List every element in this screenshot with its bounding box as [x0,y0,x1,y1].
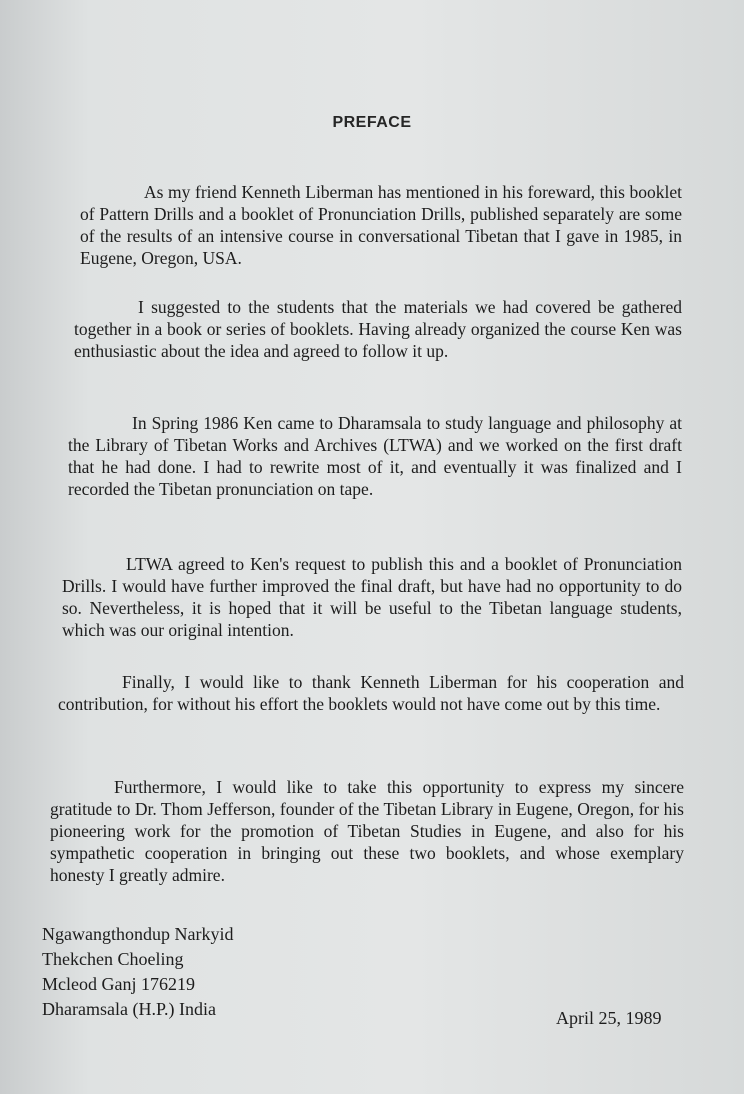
preface-date: April 25, 1989 [556,1008,662,1028]
signature-city: Dharamsala (H.P.) India [42,999,216,1019]
page-title: PREFACE [332,114,412,131]
paragraph-1: As my friend Kenneth Liberman has mentioned in his foreward, this booklet of Pattern Drills and a booklet of Pronunciation Drills, published separately are some of the results of an intensive course in conversational Tibetan that I gave in 1985, in Eugene, Oregon, USA. [80,182,682,268]
paragraph-2: I suggested to the students that the materials we had covered be gathered together in a book or series of booklets. Having already organized the course Ken was enthusiastic about the idea and agreed to follow it up. [74,297,682,361]
signature-block [42,922,233,1022]
signature-name: Ngawangthondup Narkyid [42,924,234,944]
paragraph-5: Finally, I would like to thank Kenneth Liberman for his cooperation and contribution, for without his effort the booklets would not have come out by this time. [58,672,684,714]
paragraph-6: Furthermore, I would like to take this opportunity to express my sincere gratitude to Dr. Thom Jefferson, founder of the Tibetan Library in Eugene, Oregon, for his pioneering work for the promotion of Tibetan Studies in Eugene, and also for his sympathetic cooperation in bringing out these two booklets, and whose exemplary honesty I greatly admire. [50,777,684,885]
paragraph-3: In Spring 1986 Ken came to Dharamsala to study language and philosophy at the Library of Tibetan Works and Archives (LTWA) and we worked on the first draft that he had done. I had to rewrite most of it, and eventually it was finalized and I recorded the Tibetan pronunciation on tape. [68,413,682,499]
paragraph-4: LTWA agreed to Ken's request to publish this and a booklet of Pronunciation Drills. I would have further improved the final draft, but have had no opportunity to do so. Nevertheless, it is hoped that it will be useful to the Tibetan language students, which was our original intention. [62,554,682,640]
signature-place: Thekchen Choeling [42,949,184,969]
signature-address: Mcleod Ganj 176219 [42,974,195,994]
